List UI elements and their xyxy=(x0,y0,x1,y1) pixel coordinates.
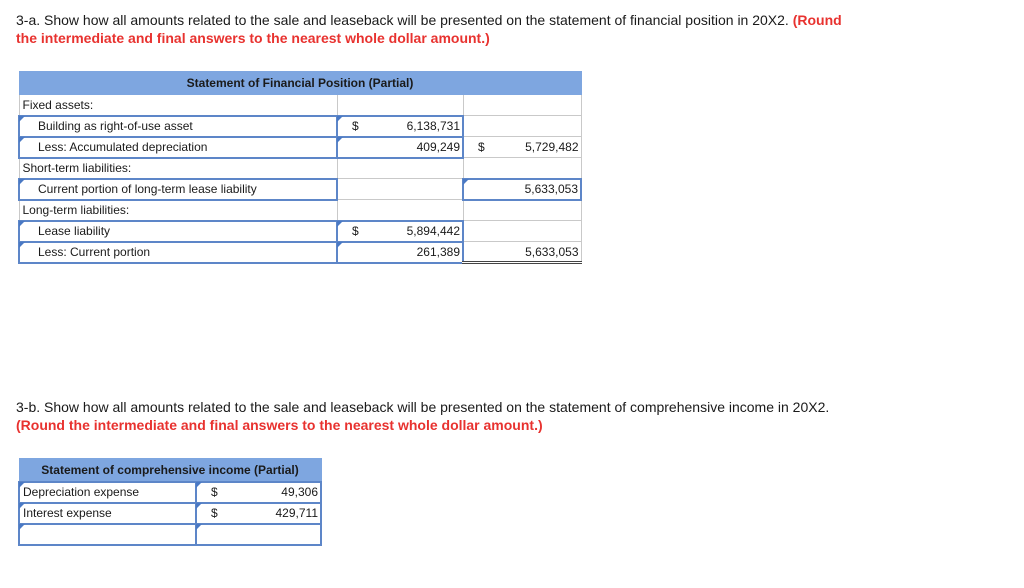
interest-expense-amount: 429,711 xyxy=(275,506,318,520)
table-row xyxy=(19,179,581,200)
accumulated-depreciation-label-input[interactable]: Less: Accumulated depreciation xyxy=(19,137,337,158)
long-term-liabilities-heading: Long-term liabilities: xyxy=(19,200,337,221)
less-current-portion-label-input[interactable]: Less: Current portion xyxy=(19,242,337,263)
question-3b-text: 3-b. Show how all amounts related to the sale and leaseback will be presented on the statement of comprehensive income in 20X2. xyxy=(16,399,830,415)
dollar-sign: $ xyxy=(478,140,485,154)
current-portion-label-input[interactable]: Current portion of long-term lease liability xyxy=(19,179,337,200)
less-current-portion-amount-input[interactable]: 261,389 xyxy=(337,242,463,263)
depreciation-expense-label-input[interactable]: Depreciation expense xyxy=(19,482,196,503)
empty-cell xyxy=(463,200,581,221)
dollar-sign: $ xyxy=(211,506,218,520)
empty-cell xyxy=(463,158,581,179)
question-3a xyxy=(16,11,1006,47)
statement-of-financial-position-table xyxy=(18,71,582,264)
net-building-total-cell xyxy=(463,137,581,158)
table-row xyxy=(19,95,581,116)
dollar-sign: $ xyxy=(352,119,359,133)
round-instruction: (Round the intermediate and final answers to the nearest whole dollar amount.) xyxy=(16,417,543,433)
lease-liability-label-input[interactable]: Lease liability xyxy=(19,221,337,242)
building-label-input[interactable]: Building as right-of-use asset xyxy=(19,116,337,137)
table-row xyxy=(19,524,321,545)
empty-cell xyxy=(337,158,463,179)
interest-expense-label-input[interactable]: Interest expense xyxy=(19,503,196,524)
blank-label-input[interactable] xyxy=(19,524,196,545)
table-row xyxy=(19,482,321,503)
dollar-sign: $ xyxy=(211,485,218,499)
empty-cell xyxy=(337,200,463,221)
table-row xyxy=(19,158,581,179)
empty-cell xyxy=(463,116,581,137)
question-3b xyxy=(16,398,1006,434)
current-portion-total-input[interactable]: 5,633,053 xyxy=(463,179,581,200)
table-row xyxy=(19,503,321,524)
lease-liability-amount-input[interactable] xyxy=(337,221,463,242)
table-row xyxy=(19,116,581,137)
accumulated-depreciation-amount-input[interactable]: 409,249 xyxy=(337,137,463,158)
interest-expense-amount-input[interactable] xyxy=(196,503,321,524)
sfp-title: Statement of Financial Position (Partial) xyxy=(19,72,581,95)
empty-cell xyxy=(463,221,581,242)
long-term-lease-total: 5,633,053 xyxy=(463,242,581,263)
net-building-total: 5,729,482 xyxy=(525,140,579,154)
dollar-sign: $ xyxy=(352,224,359,238)
table-row xyxy=(19,137,581,158)
empty-cell xyxy=(337,95,463,116)
empty-cell xyxy=(337,179,463,200)
blank-amount-input[interactable] xyxy=(196,524,321,545)
round-instruction: (Round xyxy=(792,12,842,28)
depreciation-expense-amount: 49,306 xyxy=(281,485,318,499)
building-amount-input[interactable] xyxy=(337,116,463,137)
empty-cell xyxy=(463,95,581,116)
short-term-liabilities-heading: Short-term liabilities: xyxy=(19,158,337,179)
table-row xyxy=(19,200,581,221)
fixed-assets-heading: Fixed assets: xyxy=(19,95,337,116)
table-row xyxy=(19,242,581,263)
question-3a-text: 3-a. Show how all amounts related to the sale and leaseback will be presented on the statement of financial position in 20X2. xyxy=(16,12,793,28)
depreciation-expense-amount-input[interactable] xyxy=(196,482,321,503)
lease-liability-amount: 5,894,442 xyxy=(406,224,460,238)
statement-of-comprehensive-income-table xyxy=(18,458,322,546)
building-amount: 6,138,731 xyxy=(406,119,460,133)
round-instruction-cont: the intermediate and final answers to the nearest whole dollar amount.) xyxy=(16,30,490,46)
table-row xyxy=(19,221,581,242)
sci-title: Statement of comprehensive income (Partial) xyxy=(19,459,321,482)
